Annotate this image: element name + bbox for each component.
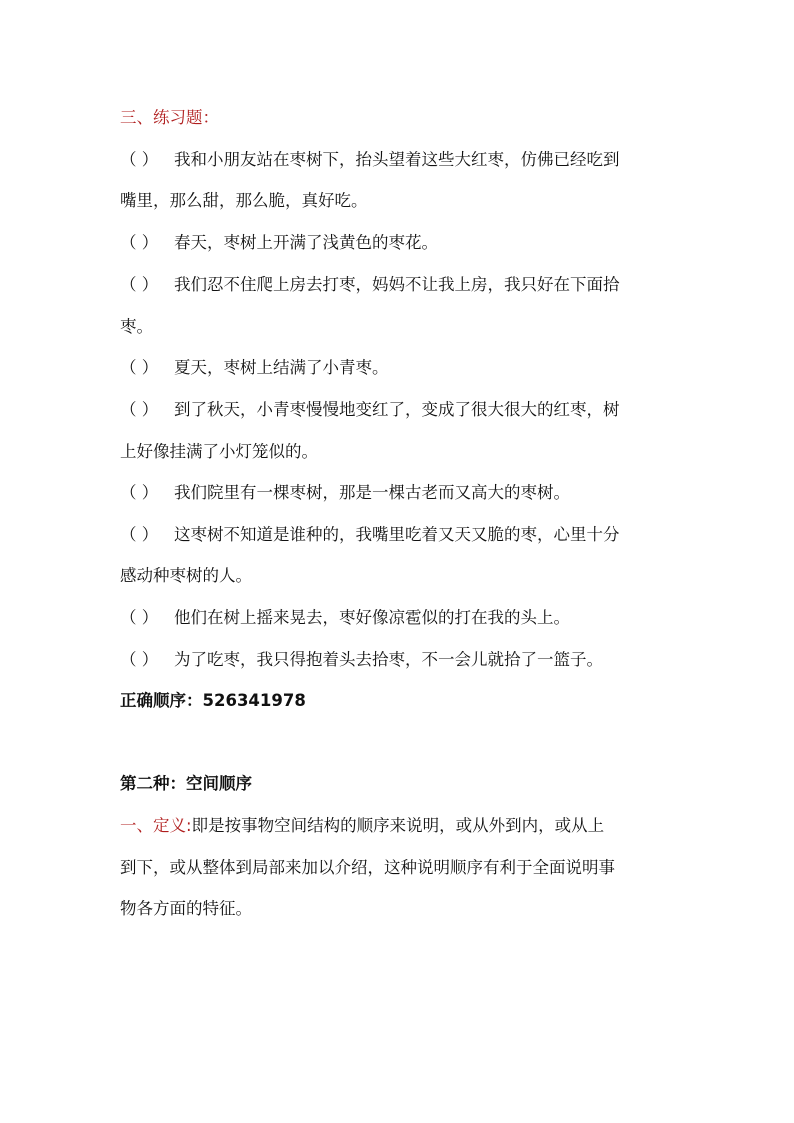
answer-blank: （ ） <box>120 650 159 669</box>
definition-text: 即是按事物空间结构的顺序来说明，或从外到内，或从上 <box>191 816 605 835</box>
section-heading-spatial-order: 第二种：空间顺序 <box>120 774 252 793</box>
exercise-item-6 <box>120 483 690 503</box>
exercise-text: 为了吃枣，我只得抱着头去拾枣，不一会儿就拾了一篮子。 <box>174 650 603 669</box>
exercise-item-8 <box>120 608 690 628</box>
definition-label: 一、定义: <box>120 816 192 835</box>
answer-blank: （ ） <box>120 608 159 627</box>
exercise-text: 我和小朋友站在枣树下，抬头望着这些大红枣，仿佛已经吃到 <box>174 150 620 169</box>
exercise-text: 他们在树上摇来晃去，枣好像凉雹似的打在我的头上。 <box>174 608 570 627</box>
exercise-item-3 <box>120 275 690 295</box>
answer-blank: （ ） <box>120 358 159 377</box>
answer-blank: （ ） <box>120 275 159 294</box>
exercise-item-7-cont: 感动种枣树的人。 <box>120 566 252 585</box>
answer-value: 526341978 <box>202 691 306 710</box>
answer-blank: （ ） <box>120 150 159 169</box>
exercise-text: 我们忍不住爬上房去打枣，妈妈不让我上房，我只好在下面拾 <box>174 275 620 294</box>
definition-line-2: 到下，或从整体到局部来加以介绍，这种说明顺序有利于全面说明事 <box>120 858 615 877</box>
answer-blank: （ ） <box>120 525 159 544</box>
exercise-item-7 <box>120 525 690 545</box>
exercise-text: 夏天，枣树上结满了小青枣。 <box>174 358 389 377</box>
answer-blank: （ ） <box>120 400 159 419</box>
exercise-item-5-cont: 上好像挂满了小灯笼似的。 <box>120 442 318 461</box>
exercise-item-3-cont: 枣。 <box>120 317 153 336</box>
answer-line <box>120 691 690 711</box>
exercise-text: 这枣树不知道是谁种的，我嘴里吃着又天又脆的枣，心里十分 <box>174 525 620 544</box>
exercise-item-2 <box>120 233 690 253</box>
exercise-item-9 <box>120 650 690 670</box>
section-heading-exercises: 三、练习题： <box>120 108 219 127</box>
exercise-text: 我们院里有一棵枣树，那是一棵古老而又高大的枣树。 <box>174 483 570 502</box>
definition-line-1 <box>120 816 690 836</box>
exercise-text: 春天，枣树上开满了浅黄色的枣花。 <box>174 233 438 252</box>
exercise-item-1-cont: 嘴里，那么甜，那么脆，真好吃。 <box>120 191 368 210</box>
exercise-item-4 <box>120 358 690 378</box>
answer-blank: （ ） <box>120 483 159 502</box>
definition-line-3: 物各方面的特征。 <box>120 899 252 918</box>
answer-label: 正确顺序： <box>120 691 203 710</box>
exercise-text: 到了秋天，小青枣慢慢地变红了，变成了很大很大的红枣，树 <box>174 400 620 419</box>
exercise-item-5 <box>120 400 690 420</box>
exercise-item-1 <box>120 150 690 170</box>
answer-blank: （ ） <box>120 233 159 252</box>
